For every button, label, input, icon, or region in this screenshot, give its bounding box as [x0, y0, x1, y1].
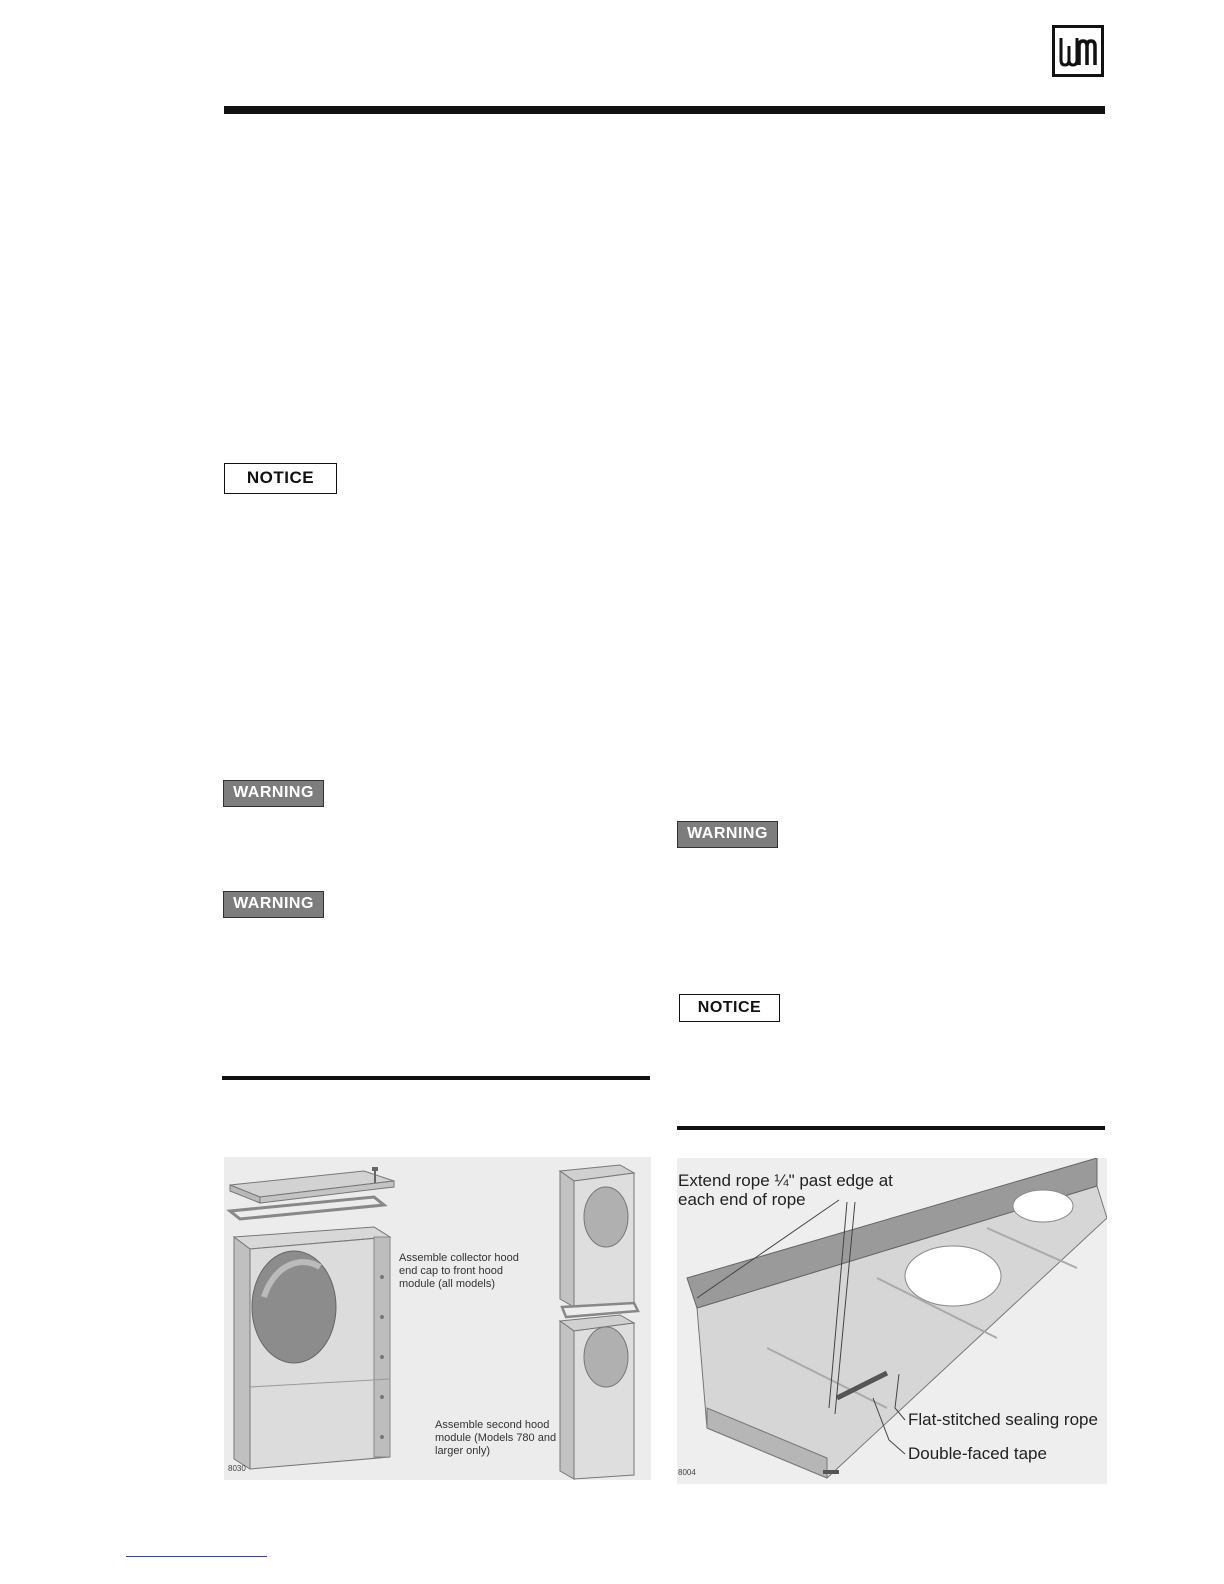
brand-logo: [1052, 25, 1104, 77]
rope-sealing-figure: [677, 1158, 1107, 1484]
notice-badge: NOTICE: [224, 463, 337, 494]
wm-logo-icon: [1055, 28, 1101, 74]
figure-callout: Double-faced tape: [908, 1444, 1047, 1463]
notice-badge: NOTICE: [679, 994, 780, 1022]
hood-assembly-figure: [224, 1157, 651, 1480]
figure-label: Assemble second hood module (Models 780 and larger only): [435, 1419, 557, 1457]
warning-badge: WARNING: [223, 780, 324, 807]
section-rule: [677, 1126, 1105, 1130]
figure-number: 8004: [678, 1468, 696, 1477]
figure-callout: Extend rope ¼" past edge at each end of rope: [678, 1171, 893, 1209]
figure-number: 8030: [228, 1464, 246, 1473]
header-rule: [224, 106, 1105, 114]
section-rule: [222, 1076, 650, 1080]
warning-badge: WARNING: [223, 891, 324, 918]
figure-callout: Flat-stitched sealing rope: [908, 1410, 1098, 1429]
footer-link-underline[interactable]: [126, 1556, 267, 1557]
figure-label: Assemble collector hood end cap to front hood module (all models): [399, 1252, 519, 1290]
warning-badge: WARNING: [677, 821, 778, 848]
